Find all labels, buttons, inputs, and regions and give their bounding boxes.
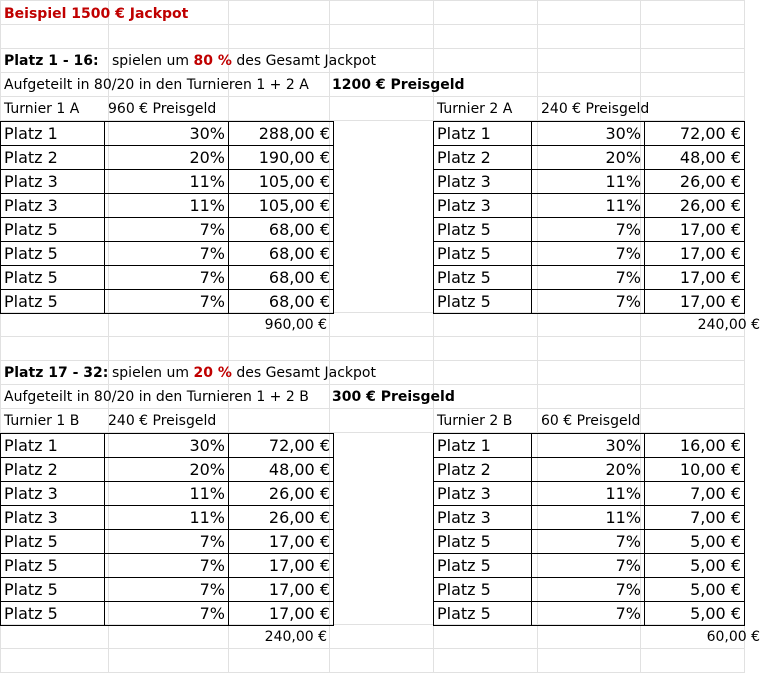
amount-cell[interactable]: 17,00 € [645, 242, 745, 266]
percent-cell[interactable]: 7% [532, 602, 645, 626]
section-1-description[interactable] [112, 50, 376, 72]
section-2-split-total[interactable]: 300 € Preisgeld [332, 389, 455, 405]
place-cell[interactable]: Platz 2 [1, 146, 105, 170]
place-cell[interactable]: Platz 1 [1, 122, 105, 146]
percent-cell[interactable]: 7% [532, 554, 645, 578]
place-cell[interactable]: Platz 5 [434, 290, 532, 314]
percent-cell[interactable]: 7% [532, 578, 645, 602]
percent-cell[interactable]: 11% [105, 194, 229, 218]
gridline-h [0, 72, 745, 73]
percent-cell[interactable]: 7% [105, 554, 229, 578]
percent-cell[interactable]: 7% [105, 602, 229, 626]
amount-cell[interactable]: 68,00 € [229, 218, 334, 242]
place-cell[interactable]: Platz 5 [1, 578, 105, 602]
amount-cell[interactable]: 26,00 € [645, 170, 745, 194]
amount-cell[interactable]: 7,00 € [645, 482, 745, 506]
gridline-h [0, 96, 745, 97]
amount-cell[interactable]: 105,00 € [229, 194, 334, 218]
percent-cell[interactable]: 7% [105, 290, 229, 314]
amount-cell[interactable]: 10,00 € [645, 458, 745, 482]
table-row [1, 530, 334, 554]
section-2-label[interactable]: Platz 17 - 32: [4, 365, 109, 381]
percent-cell[interactable]: 7% [532, 242, 645, 266]
table-row [434, 458, 745, 482]
table-row [1, 506, 334, 530]
percent-cell[interactable]: 7% [105, 242, 229, 266]
table-row [1, 242, 334, 266]
table-total[interactable]: 60,00 € [706, 629, 760, 645]
table-row [434, 506, 745, 530]
place-cell[interactable]: Platz 3 [434, 170, 532, 194]
table-row [1, 266, 334, 290]
table-row [434, 122, 745, 146]
place-cell[interactable]: Platz 5 [1, 242, 105, 266]
table-prize[interactable]: 960 € Preisgeld [108, 101, 217, 117]
percent-cell[interactable]: 30% [105, 122, 229, 146]
place-cell[interactable]: Platz 5 [434, 578, 532, 602]
percent-cell[interactable]: 30% [105, 434, 229, 458]
percent-cell[interactable]: 7% [532, 218, 645, 242]
table-row [1, 458, 334, 482]
table-row [434, 266, 745, 290]
table-row [434, 602, 745, 626]
place-cell[interactable]: Platz 2 [434, 146, 532, 170]
section-2-pre: spielen um [112, 365, 190, 381]
percent-cell[interactable]: 7% [105, 578, 229, 602]
place-cell[interactable]: Platz 1 [434, 434, 532, 458]
section-2-percent: 20 % [193, 365, 232, 381]
table-total[interactable]: 240,00 € [697, 317, 760, 333]
gridline-h [0, 360, 745, 361]
amount-cell[interactable]: 48,00 € [645, 146, 745, 170]
amount-cell[interactable]: 17,00 € [229, 554, 334, 578]
percent-cell[interactable]: 11% [105, 482, 229, 506]
place-cell[interactable]: Platz 5 [434, 218, 532, 242]
place-cell[interactable]: Platz 3 [1, 482, 105, 506]
place-cell[interactable]: Platz 2 [434, 458, 532, 482]
place-cell[interactable]: Platz 5 [1, 218, 105, 242]
amount-cell[interactable]: 68,00 € [229, 266, 334, 290]
percent-cell[interactable]: 20% [105, 146, 229, 170]
gridline-h [0, 408, 745, 409]
table-row [1, 290, 334, 314]
percent-cell[interactable]: 11% [105, 170, 229, 194]
percent-cell[interactable]: 30% [532, 434, 645, 458]
place-cell[interactable]: Platz 3 [434, 482, 532, 506]
table-row [1, 578, 334, 602]
gridline-h [0, 0, 745, 1]
table-row [1, 122, 334, 146]
table-row [434, 554, 745, 578]
table-name[interactable]: Turnier 2 A [437, 101, 513, 117]
section-1-label[interactable]: Platz 1 - 16: [4, 53, 99, 69]
table-total[interactable]: 960,00 € [264, 317, 327, 333]
sheet-title[interactable]: Beispiel 1500 € Jackpot [4, 6, 189, 22]
table-row [1, 554, 334, 578]
amount-cell[interactable]: 17,00 € [645, 266, 745, 290]
percent-cell[interactable]: 11% [532, 194, 645, 218]
table-name[interactable]: Turnier 1 A [4, 101, 80, 117]
gridline-h [0, 384, 745, 385]
section-1-split-text[interactable]: Aufgeteilt in 80/20 in den Turnieren 1 + 2 A [4, 77, 309, 93]
section-1-percent: 80 % [193, 53, 232, 69]
section-1-post: des Gesamt Jackpot [236, 53, 376, 69]
amount-cell[interactable]: 7,00 € [645, 506, 745, 530]
table-row [1, 602, 334, 626]
table-row [1, 194, 334, 218]
prize-table [0, 121, 334, 314]
place-cell[interactable]: Platz 1 [434, 122, 532, 146]
place-cell[interactable]: Platz 3 [434, 194, 532, 218]
percent-cell[interactable]: 11% [532, 482, 645, 506]
gridline-h [0, 648, 745, 649]
amount-cell[interactable]: 72,00 € [645, 122, 745, 146]
amount-cell[interactable]: 5,00 € [645, 530, 745, 554]
place-cell[interactable]: Platz 5 [434, 602, 532, 626]
amount-cell[interactable]: 17,00 € [645, 218, 745, 242]
section-1-pre: spielen um [112, 53, 190, 69]
table-row [434, 194, 745, 218]
amount-cell[interactable]: 26,00 € [645, 194, 745, 218]
table-row [434, 434, 745, 458]
table-row [1, 482, 334, 506]
place-cell[interactable]: Platz 5 [434, 530, 532, 554]
gridline-h [0, 48, 745, 49]
amount-cell[interactable]: 72,00 € [229, 434, 334, 458]
percent-cell[interactable]: 11% [105, 506, 229, 530]
place-cell[interactable]: Platz 3 [1, 194, 105, 218]
gridline-h [0, 336, 745, 337]
amount-cell[interactable]: 26,00 € [229, 482, 334, 506]
amount-cell[interactable]: 5,00 € [645, 554, 745, 578]
amount-cell[interactable]: 17,00 € [229, 530, 334, 554]
table-row [434, 170, 745, 194]
amount-cell[interactable]: 190,00 € [229, 146, 334, 170]
percent-cell[interactable]: 20% [105, 458, 229, 482]
percent-cell[interactable]: 7% [105, 266, 229, 290]
table-row [434, 242, 745, 266]
percent-cell[interactable]: 30% [532, 122, 645, 146]
section-2-description[interactable] [112, 362, 376, 384]
percent-cell[interactable]: 7% [105, 218, 229, 242]
table-name[interactable]: Turnier 2 B [437, 413, 513, 429]
table-prize[interactable]: 240 € Preisgeld [541, 101, 650, 117]
table-row [1, 170, 334, 194]
place-cell[interactable]: Platz 2 [1, 458, 105, 482]
amount-cell[interactable]: 17,00 € [229, 602, 334, 626]
place-cell[interactable]: Platz 5 [1, 530, 105, 554]
amount-cell[interactable]: 68,00 € [229, 290, 334, 314]
prize-table [433, 433, 745, 626]
place-cell[interactable]: Platz 5 [1, 266, 105, 290]
percent-cell[interactable]: 20% [532, 146, 645, 170]
place-cell[interactable]: Platz 5 [1, 554, 105, 578]
amount-cell[interactable]: 17,00 € [229, 578, 334, 602]
prize-table [433, 121, 745, 314]
prize-table [0, 433, 334, 626]
table-row [434, 146, 745, 170]
table-prize[interactable]: 60 € Preisgeld [541, 413, 641, 429]
amount-cell[interactable]: 5,00 € [645, 602, 745, 626]
table-row [434, 482, 745, 506]
amount-cell[interactable]: 105,00 € [229, 170, 334, 194]
place-cell[interactable]: Platz 3 [434, 506, 532, 530]
table-name[interactable]: Turnier 1 B [4, 413, 80, 429]
amount-cell[interactable]: 5,00 € [645, 578, 745, 602]
section-2-post: des Gesamt Jackpot [236, 365, 376, 381]
amount-cell[interactable]: 68,00 € [229, 242, 334, 266]
amount-cell[interactable]: 48,00 € [229, 458, 334, 482]
percent-cell[interactable]: 7% [532, 266, 645, 290]
table-row [1, 146, 334, 170]
place-cell[interactable]: Platz 5 [434, 242, 532, 266]
place-cell[interactable]: Platz 5 [1, 602, 105, 626]
section-2-split-text[interactable]: Aufgeteilt in 80/20 in den Turnieren 1 + 2 B [4, 389, 309, 405]
table-prize[interactable]: 240 € Preisgeld [108, 413, 217, 429]
place-cell[interactable]: Platz 5 [434, 554, 532, 578]
table-row [1, 434, 334, 458]
table-total[interactable]: 240,00 € [264, 629, 327, 645]
table-row [434, 578, 745, 602]
place-cell[interactable]: Platz 3 [1, 506, 105, 530]
place-cell[interactable]: Platz 5 [1, 290, 105, 314]
table-row [434, 218, 745, 242]
amount-cell[interactable]: 17,00 € [645, 290, 745, 314]
place-cell[interactable]: Platz 1 [1, 434, 105, 458]
percent-cell[interactable]: 20% [532, 458, 645, 482]
percent-cell[interactable]: 7% [532, 530, 645, 554]
percent-cell[interactable]: 11% [532, 506, 645, 530]
table-row [434, 530, 745, 554]
amount-cell[interactable]: 26,00 € [229, 506, 334, 530]
percent-cell[interactable]: 11% [532, 170, 645, 194]
table-row [1, 218, 334, 242]
amount-cell[interactable]: 16,00 € [645, 434, 745, 458]
place-cell[interactable]: Platz 3 [1, 170, 105, 194]
place-cell[interactable]: Platz 5 [434, 266, 532, 290]
table-row [434, 290, 745, 314]
amount-cell[interactable]: 288,00 € [229, 122, 334, 146]
percent-cell[interactable]: 7% [105, 530, 229, 554]
section-1-split-total[interactable]: 1200 € Preisgeld [332, 77, 465, 93]
percent-cell[interactable]: 7% [532, 290, 645, 314]
